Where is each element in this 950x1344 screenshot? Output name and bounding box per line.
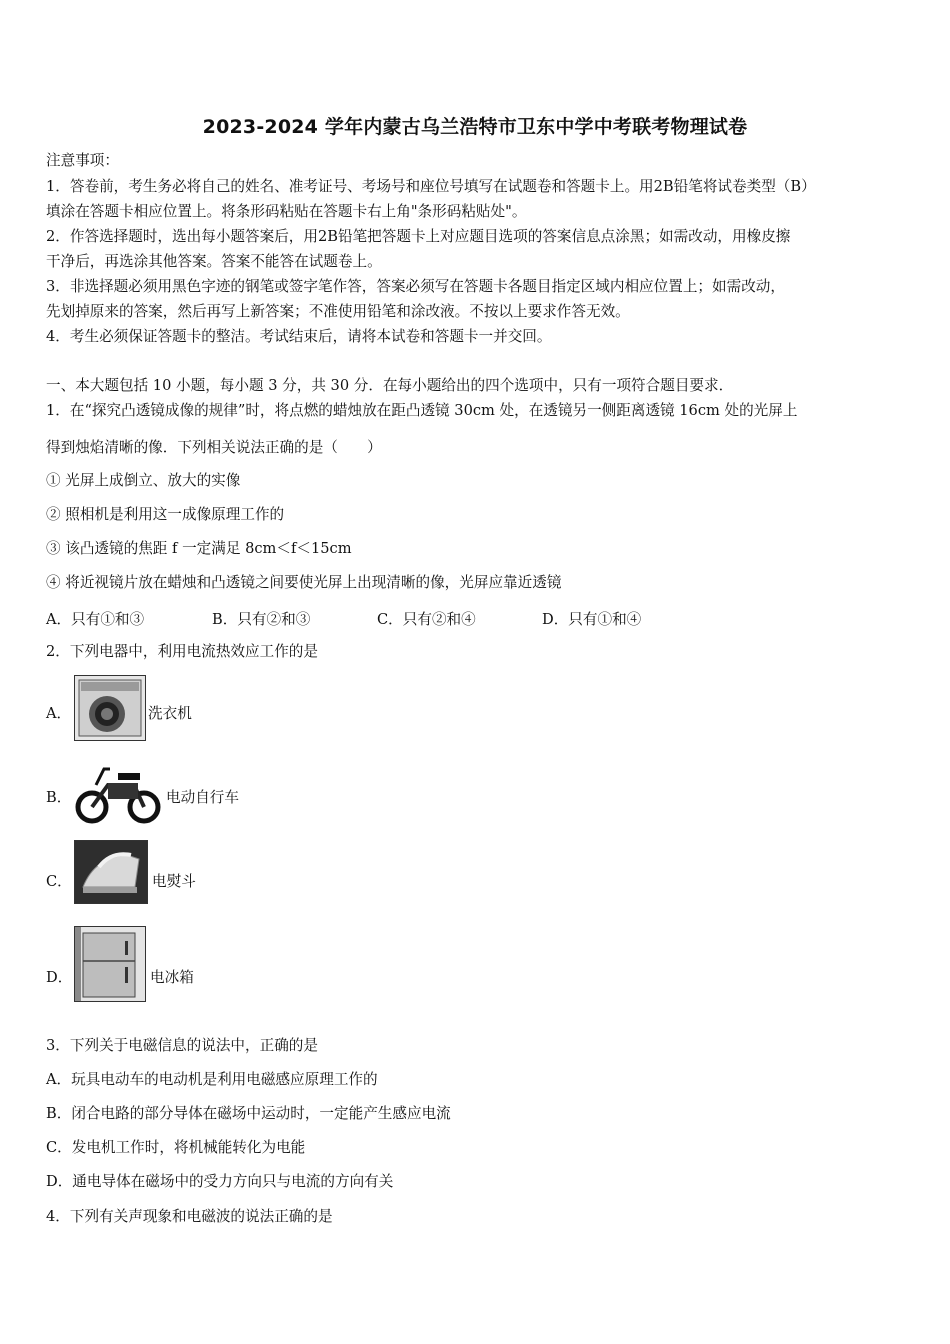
notice-line: 4．考生必须保证答题卡的整洁。考试结束后，请将本试卷和答题卡一并交回。 xyxy=(46,328,552,345)
option-label: 洗衣机 xyxy=(148,705,192,722)
q1-statement: ② 照相机是利用这一成像原理工作的 xyxy=(46,506,285,523)
option-label: 电动自行车 xyxy=(166,789,239,806)
q1-statement: ④ 将近视镜片放在蜡烛和凸透镜之间要使光屏上出现清晰的像，光屏应靠近透镜 xyxy=(46,574,562,591)
option-label: 电冰箱 xyxy=(150,969,194,986)
option-letter: C． xyxy=(46,873,72,890)
option-label: 电熨斗 xyxy=(152,873,196,890)
electric-iron-icon xyxy=(74,840,148,904)
washing-machine-icon xyxy=(74,675,146,741)
option-letter: A． xyxy=(46,705,72,722)
notice-line: 2．作答选择题时，选出每小题答案后，用2B铅笔把答题卡上对应题目选项的答案信息点涂黑；如需改动，用橡皮擦 xyxy=(46,228,791,245)
q4-stem: 4．下列有关声现象和电磁波的说法正确的是 xyxy=(46,1208,333,1225)
q2-stem: 2．下列电器中，利用电流热效应工作的是 xyxy=(46,643,318,660)
q3-option-d[interactable]: D．通电导体在磁场中的受力方向只与电流的方向有关 xyxy=(46,1173,394,1190)
q1-option-d[interactable]: D．只有①和④ xyxy=(542,611,642,628)
notice-line: 填涂在答题卡相应位置上。将条形码粘贴在答题卡右上角"条形码粘贴处"。 xyxy=(46,203,527,220)
q1-option-c[interactable]: C．只有②和④ xyxy=(377,611,476,628)
q1-stem-line1: 1．在“探究凸透镜成像的规律”时，将点燃的蜡烛放在距凸透镜 30cm 处，在透镜另一侧距离透镜 16cm 处的光屏上 xyxy=(46,402,798,419)
option-letter: D． xyxy=(46,969,73,986)
notice-line: 3．非选择题必须用黑色字迹的钢笔或签字笔作答，答案必须写在答题卡各题目指定区域内相应位置上；如需改动， xyxy=(46,278,785,295)
q1-statement: ① 光屏上成倒立、放大的实像 xyxy=(46,472,241,489)
q3-option-c[interactable]: C．发电机工作时，将机械能转化为电能 xyxy=(46,1139,306,1156)
notice-line: 干净后，再选涂其他答案。答案不能答在试题卷上。 xyxy=(46,253,382,270)
section-heading: 一、本大题包括 10 小题，每小题 3 分，共 30 分．在每小题给出的四个选项中，只有一项符合题目要求． xyxy=(46,377,734,394)
notice-line: 先划掉原来的答案，然后再写上新答案；不准使用铅笔和涂改液。不按以上要求作答无效。 xyxy=(46,303,630,320)
q1-option-a[interactable]: A．只有①和③ xyxy=(46,611,145,628)
exam-title: 2023-2024 学年内蒙古乌兰浩特市卫东中学中考联考物理试卷 xyxy=(202,116,748,138)
notice-line: 1．答卷前，考生务必将自己的姓名、准考证号、考场号和座位号填写在试题卷和答题卡上。用2B铅笔将试卷类型（B） xyxy=(46,178,816,195)
q3-stem: 3．下列关于电磁信息的说法中，正确的是 xyxy=(46,1037,318,1054)
q3-option-b[interactable]: B．闭合电路的部分导体在磁场中运动时，一定能产生感应电流 xyxy=(46,1105,451,1122)
q3-option-a[interactable]: A．玩具电动车的电动机是利用电磁感应原理工作的 xyxy=(46,1071,378,1088)
refrigerator-icon xyxy=(74,926,146,1002)
option-letter: B． xyxy=(46,789,72,806)
notice-heading: 注意事项： xyxy=(46,152,119,169)
q1-statement: ③ 该凸透镜的焦距 f 一定满足 8cm＜f＜15cm xyxy=(46,540,352,557)
q1-option-b[interactable]: B．只有②和③ xyxy=(212,611,311,628)
electric-bike-icon xyxy=(74,763,162,825)
q1-stem-line2: 得到烛焰清晰的像．下列相关说法正确的是（ ） xyxy=(46,439,382,456)
